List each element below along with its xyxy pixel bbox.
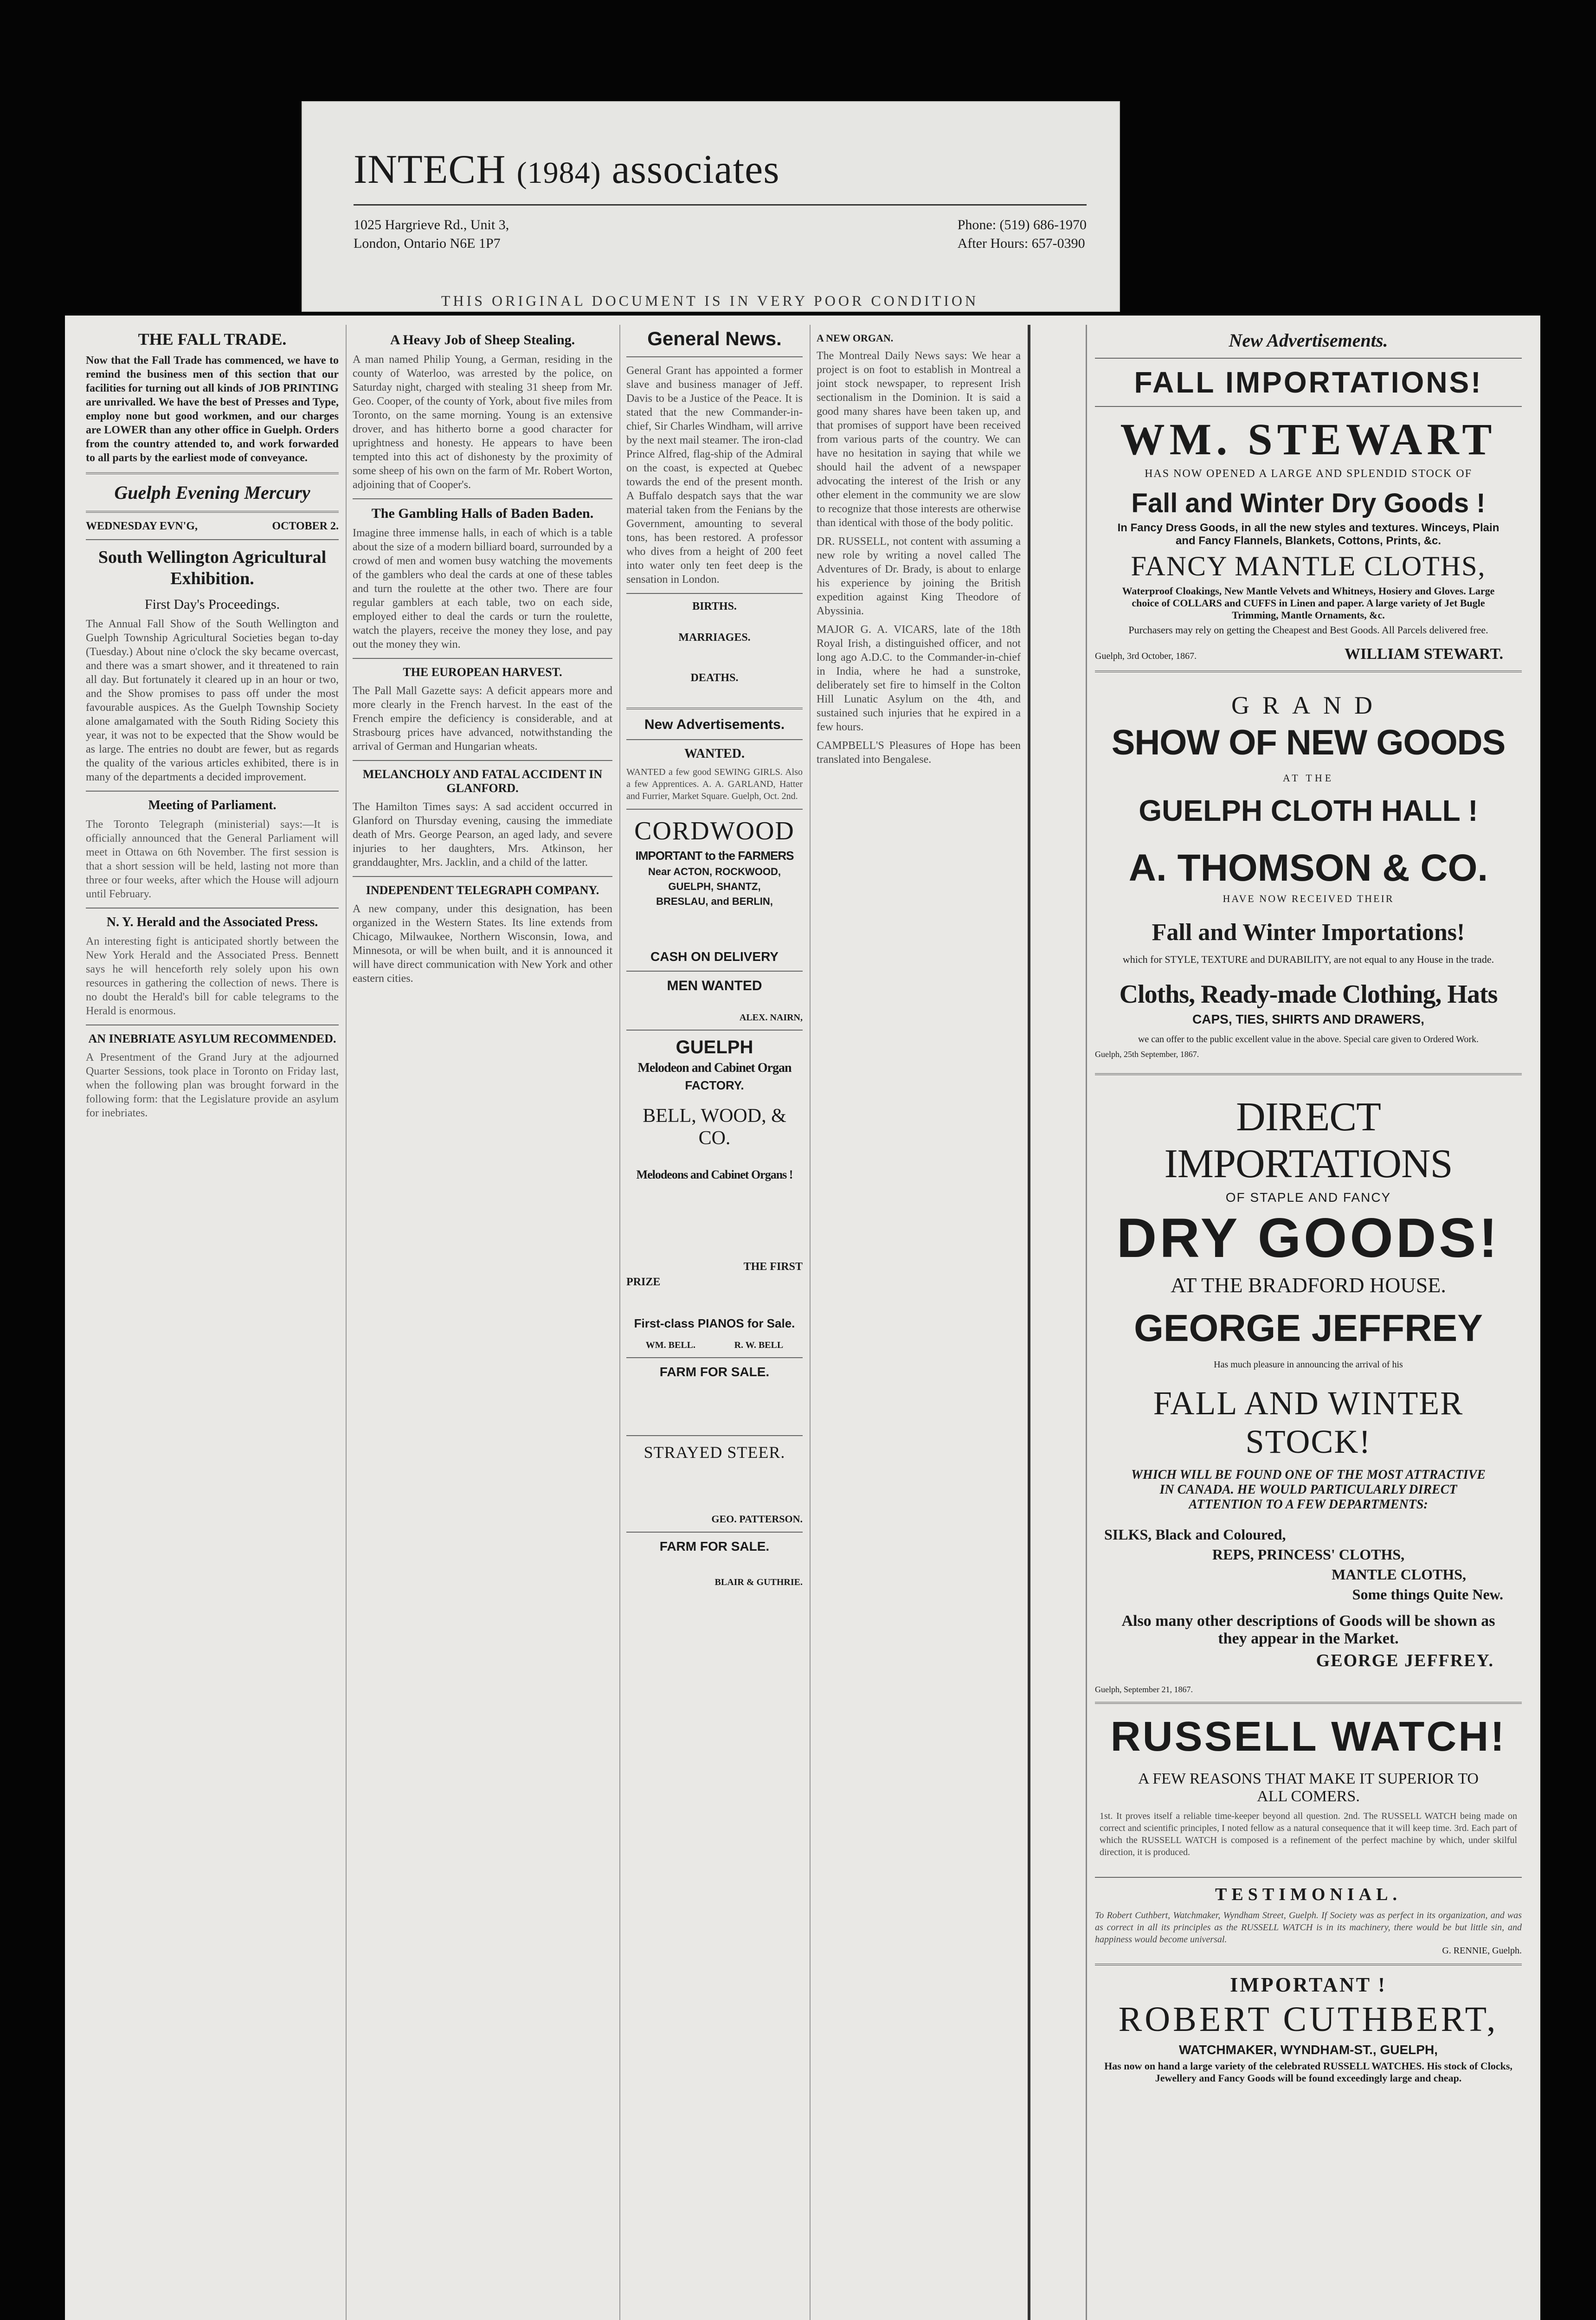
- purchasers-line: Purchasers may rely on getting the Cheapest and Best Goods. All Parcels delivered free.: [1128, 624, 1488, 636]
- divider: [626, 1030, 803, 1031]
- telegraph-heading: INDEPENDENT TELEGRAPH COMPANY.: [366, 883, 599, 897]
- divider: [626, 739, 803, 740]
- divider: [626, 971, 803, 972]
- divider: [353, 658, 612, 659]
- column-3: [626, 316, 803, 2320]
- factory-heading: FACTORY.: [685, 1078, 744, 1092]
- dateline: [86, 520, 339, 533]
- divider: [626, 1357, 803, 1358]
- important-heading: IMPORTANT !: [1230, 1973, 1387, 1996]
- new-ads-heading-2: New Advertisements.: [1229, 330, 1388, 351]
- divider: [86, 472, 339, 474]
- address-line-1: 1025 Hargrieve Rd., Unit 3,: [354, 217, 509, 232]
- fw-stock-heading: FALL AND WINTER STOCK!: [1153, 1385, 1464, 1460]
- exhibition-text: The Annual Fall Show of the South Wellington and Guelph Township Agricultural Societies began to-day (Tuesday.) About nine o'clock the sky became overcast, and there was a smart shower, and it threatened to rain all day. But fortunately it cleared up in an hour or two, and the Show promises to pass off under the most favourable auspices. As the Guelph Township Society alone amalgamated with the South Riding Society this year, it was not to be expected that the Show would be as large. The entries no doubt are fewer, but as regards the quality of the various articles exhibited, there is in many of the departments a decided improvement.: [86, 618, 339, 783]
- at-the-line: AT THE: [1282, 772, 1334, 784]
- attractive-line: WHICH WILL BE FOUND ONE OF THE MOST ATTRACTIVE IN CANADA. HE WOULD PARTICULARLY DIRECT ATTENTION TO A FEW DEPARTMENTS:: [1131, 1468, 1486, 1512]
- places-line-1: Near ACTON, ROCKWOOD,: [648, 866, 781, 877]
- caps-line: CAPS, TIES, SHIRTS AND DRAWERS,: [1192, 1012, 1424, 1026]
- divider: [86, 539, 339, 540]
- company-name: INTECH: [354, 147, 506, 192]
- melodeon-heading: Melodeon and Cabinet Organ: [637, 1061, 792, 1075]
- wm-stewart-heading: WM. STEWART: [1120, 414, 1497, 464]
- divider: [353, 876, 612, 877]
- company-suffix: associates: [611, 147, 780, 192]
- quite-new-line: Some things Quite New.: [1352, 1586, 1503, 1603]
- notice-phone: [958, 216, 1087, 253]
- men-wanted-heading: MEN WANTED: [667, 978, 762, 993]
- cordwood-ad: CORDWOOD: [634, 817, 795, 845]
- divider: [626, 1532, 803, 1533]
- jeffrey-date: Guelph, September 21, 1867.: [1095, 1685, 1193, 1694]
- column-rule: [1028, 325, 1030, 2320]
- column-1: [86, 316, 339, 2320]
- blair-guthrie: BLAIR & GUTHRIE.: [714, 1577, 803, 1587]
- clothing-heading: Cloths, Ready-made Clothing, Hats: [1119, 980, 1498, 1009]
- notice-address: [354, 216, 509, 253]
- divider: [1095, 1964, 1522, 1966]
- marriages-heading: MARRIAGES.: [678, 632, 751, 644]
- new-ads-heading: New Advertisements.: [644, 717, 785, 732]
- prize-label: PRIZE: [626, 1276, 661, 1288]
- telegraph-text: A new company, under this designation, has been organized in the Western States. Its line extends from Chicago, Milwaukee, Northern Wisconsin, Iowa, and Minnesota, or will be when built, and it is announced it will have direct communication with New York and other eastern cities.: [353, 903, 612, 985]
- divider: [626, 356, 803, 357]
- patterson-signature: GEO. PATTERSON.: [711, 1513, 803, 1525]
- testimonial-heading: TESTIMONIAL.: [1215, 1885, 1402, 1904]
- divider: [1095, 406, 1522, 407]
- announcing-line: Has much pleasure in announcing the arrival of his: [1214, 1360, 1403, 1370]
- received-line: HAVE NOW RECEIVED THEIR: [1223, 893, 1394, 904]
- column-5: [1095, 316, 1522, 2320]
- notice-card: [302, 101, 1120, 312]
- column-rule: [810, 325, 811, 2320]
- staple-line: OF STAPLE AND FANCY: [1225, 1190, 1391, 1205]
- dateline-day: WEDNESDAY EVN'G,: [86, 520, 198, 532]
- divider: [1095, 1877, 1522, 1878]
- the-first-label: THE FIRST: [743, 1261, 803, 1273]
- reps-line: REPS, PRINCESS' CLOTHS,: [1212, 1546, 1405, 1563]
- wanted-text: WANTED a few good SEWING GIRLS. Also a few Apprentices. A. A. GARLAND, Hatter and Furrier, Market Square. Guelph, Oct. 2nd.: [626, 767, 803, 801]
- farmers-ad: IMPORTANT to the FARMERS: [635, 849, 794, 863]
- fall-winter-heading: Fall and Winter Dry Goods !: [1131, 488, 1486, 518]
- divider: [353, 498, 612, 499]
- jeffrey-heading: GEORGE JEFFREY: [1134, 1307, 1483, 1349]
- divider: [1095, 670, 1522, 672]
- after-hours-line: After Hours: 657-0390: [957, 236, 1085, 251]
- reasons-text: 1st. It proves itself a reliable time-keeper beyond all question. 2nd. The RUSSELL WATCH being made on correct and scientific principles, I noted fellow as a natural consequence that it will keep time. 3rd. Each part of which the RUSSELL WATCH is composed is a refinement of the perfect machine by which, under skilful direction, it is produced.: [1100, 1811, 1517, 1857]
- accident-text: The Hamilton Times says: A sad accident occurred in Glanford on Thursday evening, causing the immediate death of Mrs. George Pearson, an aged lady, and severe injuries to her daughters, Mrs. Atkinson, her granddaughter, Mrs. Jacklin, and a child of the latter.: [353, 801, 612, 869]
- divider: [626, 809, 803, 810]
- divider: [353, 760, 612, 761]
- column-rule: [1086, 325, 1087, 2320]
- jeffrey-signature: GEORGE JEFFREY.: [1316, 1651, 1494, 1670]
- fall-trade-text: Now that the Fall Trade has commenced, we have to remind the business men of this section that our facilities for turning out all kinds of JOB PRINTING are unrivalled. We have the best of Presses and Type, employ none but good workmen, and our charges are LOWER than any other office in Guelph. Orders from the country attended to, and work forwarded to all parts by the earliest mode of conveyance.: [86, 354, 339, 464]
- strayed-steer-heading: STRAYED STEER.: [644, 1443, 785, 1462]
- divider: [86, 511, 339, 513]
- mantle-heading: FANCY MANTLE CLOTHS,: [1131, 551, 1486, 581]
- melodeons-heading: Melodeons and Cabinet Organs !: [636, 1168, 793, 1181]
- wanted-heading: WANTED.: [684, 747, 745, 761]
- organ-text: The Montreal Daily News says: We hear a project is on foot to establish in Montreal a joint stock newspaper, to represent Irish sectionalism in the Dominion. It is said a good many shares have been taken up, and that promises of support have been received from various parts of the country. We can have no hesitation in saying that while we should hail the advent of a newspaper advocating the interest of the Irish or any other element in the community we are slow to recognize that those interests are otherwise than identical with those of the body politic.: [817, 350, 1021, 529]
- inebriate-text: A Presentment of the Grand Jury at the adjourned Quarter Sessions, took place in Toronto on Friday last, when the following plan was brought forward in the following form: that the Legislature provide an asylum for inebriates.: [86, 1051, 339, 1119]
- inebriate-heading: AN INEBRIATE ASYLUM RECOMMENDED.: [88, 1032, 336, 1045]
- russell-watch-heading: RUSSELL WATCH!: [1110, 1714, 1506, 1760]
- rennie-signature: G. RENNIE, Guelph.: [1442, 1946, 1522, 1956]
- stewart-footer: [1095, 645, 1522, 663]
- harvest-text: The Pall Mall Gazette says: A deficit appears more and more clearly in the French harvest. In the east of the French empire the deficiency is considerable, and at Strasbourg prices have advanced, notwithstanding the arrival of German and Hungarian wheats.: [353, 685, 612, 753]
- collars-line: Waterproof Cloakings, New Mantle Velvets and Whitneys, Hosiery and Gloves. Large choice of COLLARS and CUFFS in Linen and paper. A large variety of Jet Bugle Trimming, Mantle Ornaments, &c.: [1122, 585, 1495, 621]
- condition-warning: THIS ORIGINAL DOCUMENT IS IN VERY POOR CONDITION: [441, 292, 979, 309]
- divider: [626, 593, 803, 594]
- places-line-2: GUELPH, SHANTZ,: [668, 881, 761, 892]
- divider: [86, 908, 339, 909]
- company-year: (1984): [516, 156, 601, 190]
- sheep-heading: A Heavy Job of Sheep Stealing.: [390, 332, 575, 348]
- rw-bell: R. W. BELL: [734, 1340, 784, 1350]
- farm-sale-heading-2: FARM FOR SALE.: [659, 1539, 770, 1553]
- exhibition-heading: South Wellington Agricultural Exhibition.: [98, 548, 327, 588]
- address-line-2: London, Ontario N6E 1P7: [354, 236, 501, 251]
- harvest-heading: THE EUROPEAN HARVEST.: [403, 665, 562, 679]
- stewart-date: Guelph, 3rd October, 1867.: [1095, 651, 1197, 661]
- divider: [1095, 1073, 1522, 1075]
- bradford-line: AT THE BRADFORD HOUSE.: [1171, 1273, 1446, 1297]
- notice-rule: [354, 204, 1087, 206]
- thomson-heading: A. THOMSON & CO.: [1128, 847, 1488, 889]
- herald-heading: N. Y. Herald and the Associated Press.: [106, 915, 318, 929]
- pianos-heading: First-class PIANOS for Sale.: [634, 1316, 795, 1330]
- newspaper-page: [65, 292, 1540, 2320]
- exhibition-subheading: First Day's Proceedings.: [144, 597, 280, 612]
- notice-title: [354, 146, 1087, 193]
- show-heading: SHOW OF NEW GOODS: [1111, 723, 1506, 762]
- sheep-text: A man named Philip Young, a German, residing in the county of Waterloo, was arrested by the police, on Saturday night, charged with stealing 31 sheep from Mr. Geo. Cooper, of the county of York, about five miles from Toronto, on the same morning. Young is an extensive drover, and has hitherto borne a good character for uprightness and honesty. He appears to have been tempted into this act of dishonesty by the proximity of some sheep of his own on the farm of Mr. Robert Worton, adjoining that of Cooper's.: [353, 354, 612, 491]
- accident-heading: MELANCHOLY AND FATAL ACCIDENT IN GLANFORD.: [362, 767, 603, 795]
- divider: [1095, 1702, 1522, 1704]
- fall-trade-heading: THE FALL TRADE.: [138, 330, 287, 348]
- grand-heading: GRAND: [1231, 691, 1385, 719]
- guelph-heading: GUELPH: [676, 1037, 753, 1057]
- style-line: which for STYLE, TEXTURE and DURABILITY, are not equal to any House in the trade.: [1122, 954, 1494, 965]
- fw-importations-heading: Fall and Winter Importations!: [1152, 919, 1465, 946]
- bell-wood-heading: BELL, WOOD, & CO.: [643, 1105, 786, 1149]
- phone-line: Phone: (519) 686-1970: [957, 217, 1087, 232]
- herald-text: An interesting fight is anticipated shortly between the New York Herald and the Associated Press. Bennett says he will henceforth rely solely upon his own resources in gathering the collection of news. There is no doubt the Herald's bill for cable telegrams to the Herald is enormous.: [86, 935, 339, 1017]
- silks-line: SILKS, Black and Coloured,: [1104, 1526, 1286, 1543]
- divider: [626, 708, 803, 709]
- places-line-3: BRESLAU, and BERLIN,: [656, 896, 773, 907]
- cloth-hall-heading: GUELPH CLOTH HALL !: [1139, 794, 1478, 827]
- column-4: [817, 316, 1021, 2320]
- clocks-line: Has now on hand a large variety of the celebrated RUSSELL WATCHES. His stock of Clocks, Jewellery and Fancy Goods will be found exceedingly large and cheap.: [1104, 2060, 1512, 2084]
- notice-content: [354, 146, 1087, 297]
- fall-importations-heading: FALL IMPORTATIONS!: [1134, 366, 1483, 399]
- gambling-text: Imagine three immense halls, in each of which is a table about the size of a modern billiard board, surrounded by a crowd of men and women busy watching the movements of the gamblers who deal the cards at one of these tables and turn the roulette at the other two. There are four regular gamblers at each table, two on each side, employed either to deal the cards or turn the roulette, watch the players, receive the money they lose, and pay out the money they win.: [353, 527, 612, 651]
- gambling-heading: The Gambling Halls of Baden Baden.: [371, 506, 594, 521]
- parliament-heading: Meeting of Parliament.: [148, 798, 277, 812]
- other-goods-line: Also many other descriptions of Goods will be shown as they appear in the Market.: [1121, 1612, 1495, 1647]
- reasons-heading: A FEW REASONS THAT MAKE IT SUPERIOR TO ALL COMERS.: [1138, 1770, 1479, 1805]
- dry-goods-heading: DRY GOODS!: [1116, 1207, 1500, 1269]
- column-2: [353, 316, 612, 2320]
- farm-sale-heading: FARM FOR SALE.: [659, 1365, 770, 1379]
- dateline-date: OCTOBER 2.: [272, 520, 339, 532]
- divider: [626, 1435, 803, 1436]
- column-rule: [346, 325, 347, 2320]
- testimonial-text: To Robert Cuthbert, Watchmaker, Wyndham Street, Guelph. If Society was as perfect in its organization, and was as correct in all its principles as the RUSSELL WATCH is in its machinery, there would be but little sin, and happiness would become universal.: [1095, 1910, 1522, 1945]
- vicars-text: MAJOR G. A. VICARS, late of the 18th Royal Irish, a distinguished officer, and not long ago A.D.C. to the Commander-in-chief in India, where he had a sunstroke, deliberately set fire to himself in the Colton Hill Lunatic Asylum on the 4th, and sustained such injuries that he expired in a few hours.: [817, 624, 1021, 733]
- general-news-text: General Grant has appointed a former slave and business manager of Jeff. Davis to be a Justice of the Peace. It is stated that the new Commander-in-chief, Sir Charles Windham, will arrive by the next mail steamer. The iron-clad Prince Alfred, flag-ship of the Admiral on the coast, is expected at Quebec towards the end of the present month. A Buffalo despatch says that the war material taken from the Fenians by the Government, amounting to several tons, has been restored. A professor who dives from a height of 200 feet into water only ten feet deep is the sensation in London.: [626, 365, 803, 586]
- campbell-text: CAMPBELL'S Pleasures of Hope has been translated into Bengalese.: [817, 740, 1021, 766]
- fancy-goods-line: In Fancy Dress Goods, in all the new styles and textures. Winceys, Plain and Fancy Flannels, Blankets, Cottons, Prints, &c.: [1117, 522, 1499, 547]
- divider: [1095, 358, 1522, 359]
- thomson-date: Guelph, 25th September, 1867.: [1095, 1050, 1199, 1059]
- organ-heading: A NEW ORGAN.: [817, 332, 894, 344]
- cuthbert-heading: ROBERT CUTHBERT,: [1118, 2000, 1499, 2039]
- offer-line: we can offer to the public excellent value in the above. Special care given to Ordered Work.: [1138, 1034, 1479, 1044]
- mantle-cloths-line: MANTLE CLOTHS,: [1332, 1566, 1466, 1583]
- wm-bell: WM. BELL.: [645, 1340, 696, 1350]
- deaths-heading: DEATHS.: [690, 672, 739, 684]
- parliament-text: The Toronto Telegraph (ministerial) says:—It is officially announced that the General Parliament will meet in Ottawa on 6th November. The first session is that a short session will be held, lasting not more than three or four weeks, after which the House will adjourn until February.: [86, 818, 339, 900]
- watchmaker-line: WATCHMAKER, WYNDHAM-ST., GUELPH,: [1179, 2043, 1438, 2057]
- column-rule: [619, 325, 620, 2320]
- direct-heading: DIRECT IMPORTATIONS: [1164, 1095, 1453, 1186]
- births-heading: BIRTHS.: [692, 600, 737, 612]
- bell-signatures: [626, 1340, 803, 1351]
- alex-nairn: ALEX. NAIRN,: [739, 1012, 803, 1023]
- divider: [86, 791, 339, 792]
- opened-line: HAS NOW OPENED A LARGE AND SPLENDID STOCK OF: [1145, 468, 1472, 480]
- general-news-heading: General News.: [647, 328, 782, 349]
- masthead: Guelph Evening Mercury: [114, 482, 310, 503]
- cash-on-delivery: CASH ON DELIVERY: [650, 949, 779, 964]
- russell-text: DR. RUSSELL, not content with assuming a new role by writing a novel called The Adventures of Dr. Brady, is about to enlarge his experience by joining the British expedition against King Theodore of Abyssinia.: [817, 535, 1021, 617]
- stewart-signature: WILLIAM STEWART.: [1344, 645, 1503, 663]
